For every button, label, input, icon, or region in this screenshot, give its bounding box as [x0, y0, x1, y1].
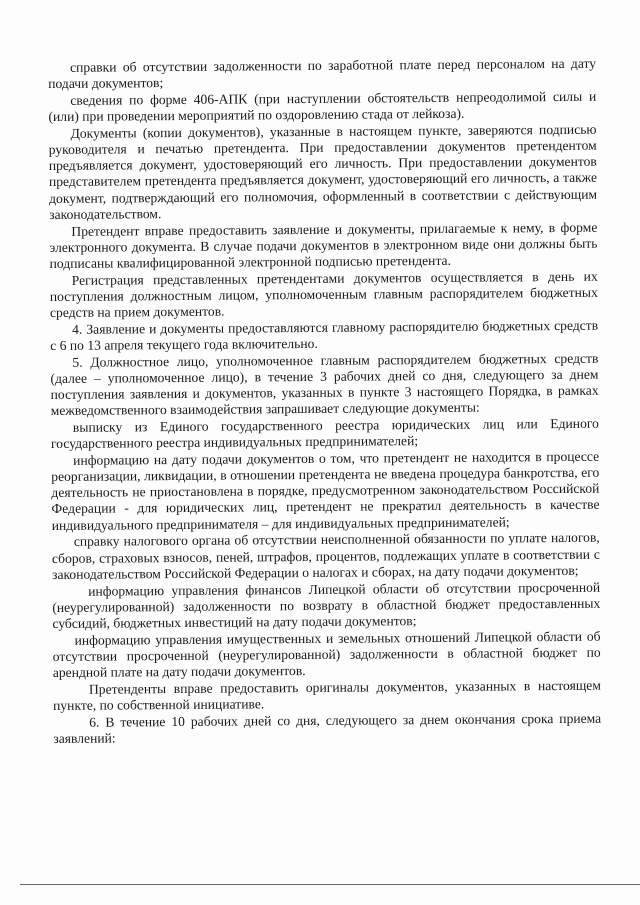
paragraph-registry-extract: выписку из Единого государственного реестра юридических лиц или Единого государственного реестра индивидуальных предпринимателей;: [50, 415, 599, 452]
document-body: [48, 56, 601, 748]
paragraph-originals-right: Претенденты вправе предоставить оригиналы документов, указанных в настоящем пункте, по собственной инициативе.: [53, 677, 601, 713]
paragraph-property-department-info: информацию управления имущественных и земельных отношений Липецкой области об отсутствии просроченной (неурегулированной) задолженности в областной бюджет по арендной плате на дату подачи документов.: [52, 628, 601, 680]
paragraph-item-4: 4. Заявление и документы предоставляются главному распорядителю бюджетных средств с 6 по 13 апреля текущего года включительно.: [50, 317, 599, 353]
paragraph-finance-department-info: информацию управления финансов Липецкой области об отсутствии просроченной (неурегулированной) задолженности по возврату в областной бюджет предоставленных субсидий, бюджетных инвестиций на дату подачи документов;: [52, 579, 601, 631]
paragraph-document-certification: Документы (копии документов), указанные в настоящем пункте, заверяются подписью руководителя и печатью претендента. При предоставлении документов претендентом предъявляется документ, удостоверяющий его личность. При предоставлении документов представителем претендента предъявляется документ, удостоверяющий его личность, а также документ, подтверждающий его полномочия, оформленный в соответствии с действующим законодательством.: [48, 121, 598, 222]
paragraph-salary-debt: справки об отсутствии задолженности по заработной плате перед персоналом на дату подачи документов;: [48, 55, 597, 92]
paragraph-item-5: 5. Должностное лицо, уполномоченное главным распорядителем бюджетных средств (далее – уполномоченное лицо), в течение 3 рабочих дней со дня, следующего за днем поступления заявления и документов, указанных в пункте 3 настоящего Порядка, в рамках межведомственного взаимодействия запрашивает следующие документы:: [50, 350, 599, 419]
paragraph-tax-certificate: справку налогового органа об отсутствии неисполненной обязанности по уплате налогов, сборов, страховых взносов, пеней, штрафов, процентов, подлежащих уплате в соответствии с законодательством Российской Федерации о налогах и сборах, на дату подачи документов;: [51, 530, 600, 582]
paragraph-registration: Регистрация представленных претендентами документов осуществляется в день их поступления должностным лицом, уполномоченным главным распорядителем бюджетных средств на прием документов.: [49, 268, 598, 321]
paragraph-electronic-submission: Претендент вправе предоставить заявление и документы, прилагаемые к нему, в форме электронного документа. В случае подачи документов в электронном виде они должны быть подписаны квалифицированной электронной подписью претендента.: [49, 219, 598, 271]
paragraph-item-6: 6. В течение 10 рабочих дней со дня, следующего за днем окончания срока приема заявлений:: [53, 710, 602, 746]
paragraph-form-406: сведения по форме 406-АПК (при наступлении обстоятельств непреодолимой силы и (или) при проведении мероприятий по оздоровлению стада от лейкоза).: [48, 88, 597, 125]
paragraph-reorganization-info: информацию на дату подачи документов о том, что претендент не находится в процессе реорганизации, ликвидации, в отношении претендента не введена процедура банкротства, его деятельность не приостановлена в порядке, предусмотренном законодательством Российской Федерации - для юридических лиц, претендент не прекратил деятельность в качестве индивидуального предпринимателя – для индивидуальных предпринимателей;: [51, 448, 600, 533]
page-bottom-edge: [20, 884, 640, 885]
